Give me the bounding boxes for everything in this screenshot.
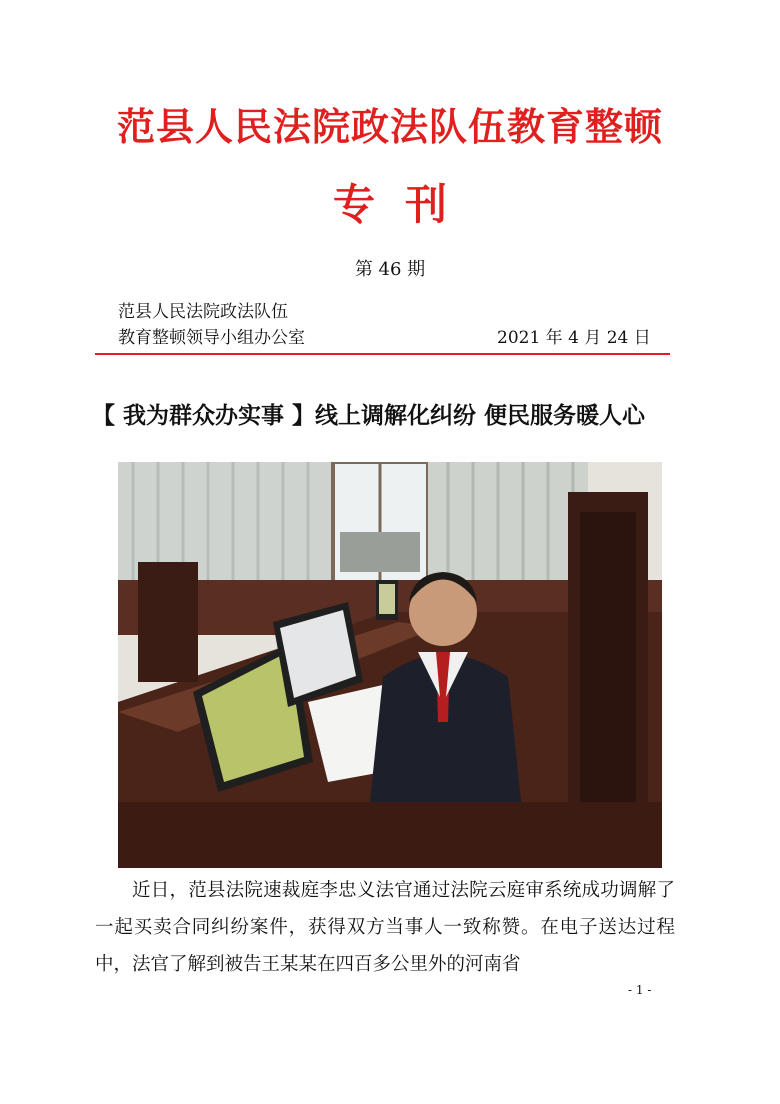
header-divider (95, 353, 670, 355)
publication-subtitle: 专刊 (332, 180, 477, 229)
issuing-org-line1: 范县人民法院政法队伍 (118, 302, 288, 322)
issue-number: 第 46 期 (354, 259, 426, 280)
publish-date: 2021 年 4 月 24 日 (497, 328, 651, 348)
courtroom-photo (118, 462, 662, 868)
article-headline: 【 我为群众办实事 】线上调解化纠纷 便民服务暖人心 (92, 402, 646, 429)
issuing-org-line2: 教育整顿领导小组办公室 (118, 328, 305, 348)
page-number: - 1 - (628, 983, 652, 997)
article-body: 近日，范县法院速裁庭李忠义法官通过法院云庭审系统成功调解了一起买卖合同纠纷案件，获得双方当事人一致称赞。在电子送达过程中，法官了解到被告王某某在四百多公里外的河南省 (95, 880, 675, 975)
publication-title: 范县人民法院政法队伍教育整顿 (116, 104, 663, 149)
